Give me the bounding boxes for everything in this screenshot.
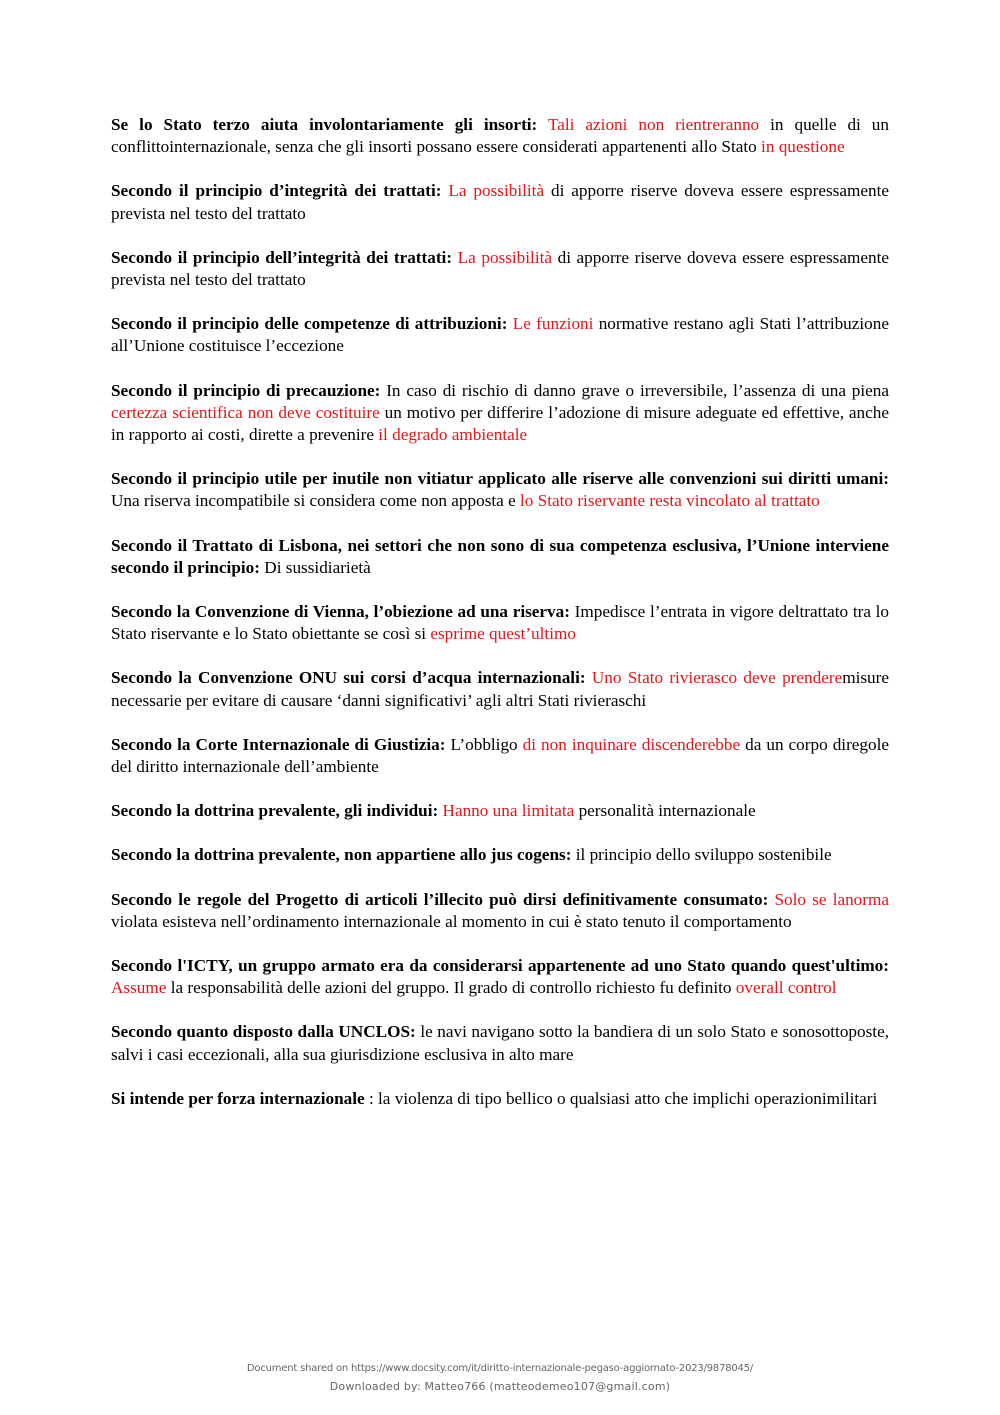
answer-text: la responsabilità delle azioni del gruppo. Il grado di controllo richiesto fu definito (166, 978, 736, 998)
qa-paragraph (111, 114, 889, 158)
answer-highlight: in questione (761, 137, 845, 157)
answer-highlight: Hanno una limitata (442, 801, 575, 821)
question-text: Secondo la Convenzione di Vienna, l’obiezione ad una riserva: (111, 602, 570, 622)
footer-download-note: Downloaded by: Matteo766 (matteodemeo107@gmail.com) (329, 1380, 671, 1393)
answer-text: personalità internazionale (574, 801, 756, 821)
answer-highlight: overall control (735, 978, 837, 998)
question-text: Se lo Stato terzo aiuta involontariamente gli insorti: (111, 115, 538, 134)
answer-highlight: Assume (111, 978, 167, 998)
answer-highlight: Tali azioni non rientreranno (547, 115, 760, 134)
answer-highlight: Uno Stato rivierasco deve prendere (591, 668, 843, 688)
question-text: Secondo quanto disposto dalla UNCLOS: (111, 1022, 416, 1042)
answer-text: : la violenza di tipo bellico o qualsiasi atto che implichi operazionimilitari (368, 1088, 878, 1108)
question-text: Secondo il principio utile per inutile non vitiatur applicato alle riserve alle convenzioni sui diritti umani: (111, 469, 889, 489)
answer-highlight: La possibilità (457, 247, 553, 267)
answer-text: Impedisce l’entrata in vigore deltrattato tra lo Stato riservante e lo Stato obiettante se così si (111, 602, 889, 644)
footer-shared-note: Document shared on https://www.docsity.com/it/diritto-internazionale-pegaso-aggiornato-2023/9878045/ (246, 1363, 754, 1374)
question-text: Secondo il principio di precauzione: (111, 380, 381, 400)
answer-text: il principio dello sviluppo sostenibile (575, 845, 832, 865)
answer-text: in quelle di un conflittointernazionale, senza che gli insorti possano essere considerati appartenenti allo Stato (111, 115, 889, 157)
answer-text: misure necessarie per evitare di causare ‘danni significativi’ agli altri Stati rivieraschi (111, 668, 889, 710)
question-text: Secondo il principio dell’integrità dei trattati: (111, 247, 453, 267)
answer-highlight: lo Stato riservante resta vincolato al trattato (520, 491, 820, 511)
qa-paragraph (111, 1088, 889, 1110)
qa-paragraph (111, 380, 889, 447)
answer-text: un motivo per differire l’adozione di misure adeguate ed effettive, anche in rapporto ai costi, dirette a prevenire (111, 402, 890, 445)
answer-text: di apporre riserve doveva essere espressamente prevista nel testo del trattato (111, 247, 889, 290)
answer-text: Una riserva incompatibile si considera come non apposta e (111, 491, 521, 511)
qa-paragraph (111, 535, 889, 579)
answer-text: violata esisteva nell’ordinamento internazionale al momento in cui è stato tenuto il comportamento (111, 911, 792, 931)
answer-highlight: il degrado ambientale (378, 425, 528, 445)
answer-highlight: Le funzioni (512, 314, 594, 334)
qa-paragraph (111, 844, 889, 866)
question-text: Si intende per forza internazionale (111, 1088, 365, 1108)
answer-text: di apporre riserve doveva essere espressamente prevista nel testo del trattato (111, 181, 889, 223)
answer-highlight: La possibilità (448, 181, 545, 201)
answer-text: L’obbligo (450, 734, 523, 754)
qa-paragraph (111, 800, 889, 822)
qa-paragraph (111, 955, 889, 999)
answer-highlight: Solo se lanorma (774, 889, 890, 909)
qa-paragraph (111, 180, 889, 224)
qa-paragraph (111, 734, 889, 778)
question-text: Secondo la dottrina prevalente, gli individui: (111, 801, 439, 821)
qa-paragraph (111, 468, 889, 512)
answer-text: normative restano agli Stati l’attribuzione all’Unione costituisce l’eccezione (111, 314, 889, 356)
answer-highlight: di non inquinare discenderebbe (522, 734, 741, 754)
question-text: Secondo la Convenzione ONU sui corsi d’acqua internazionali: (111, 668, 586, 688)
question-text: Secondo il Trattato di Lisbona, nei settori che non sono di sua competenza esclusiva, l’Unione interviene secondo il principio: (111, 535, 889, 577)
question-text: Secondo la dottrina prevalente, non appartiene allo jus cogens: (111, 845, 572, 865)
qa-paragraph (111, 667, 889, 711)
answer-highlight: esprime quest’ultimo (430, 624, 576, 644)
question-text: Secondo il principio d’integrità dei trattati: (111, 181, 442, 201)
question-text: Secondo l'ICTY, un gruppo armato era da considerarsi appartenente ad uno Stato quando quest'ultimo: (111, 956, 889, 976)
qa-paragraph (111, 601, 889, 645)
question-text: Secondo la Corte Internazionale di Giustizia: (111, 734, 446, 754)
document-body (111, 114, 889, 1132)
qa-paragraph (111, 247, 889, 291)
question-text: Secondo il principio delle competenze di attribuzioni: (111, 314, 508, 334)
qa-paragraph (111, 313, 889, 357)
answer-text: Di sussidiarietà (264, 557, 371, 577)
answer-text: le navi navigano sotto la bandiera di un solo Stato e sonosottoposte, salvi i casi eccezionali, alla sua giurisdizione esclusiva in alto mare (111, 1022, 890, 1064)
qa-paragraph (111, 889, 889, 933)
answer-text: In caso di rischio di danno grave o irreversibile, l’assenza di una piena (386, 380, 889, 400)
question-text: Secondo le regole del Progetto di articoli l’illecito può dirsi definitivamente consumato: (111, 889, 769, 909)
qa-paragraph (111, 1021, 889, 1065)
answer-highlight: certezza scientifica non deve costituire (111, 402, 380, 422)
answer-text: da un corpo diregole del diritto internazionale dell’ambiente (111, 734, 890, 777)
